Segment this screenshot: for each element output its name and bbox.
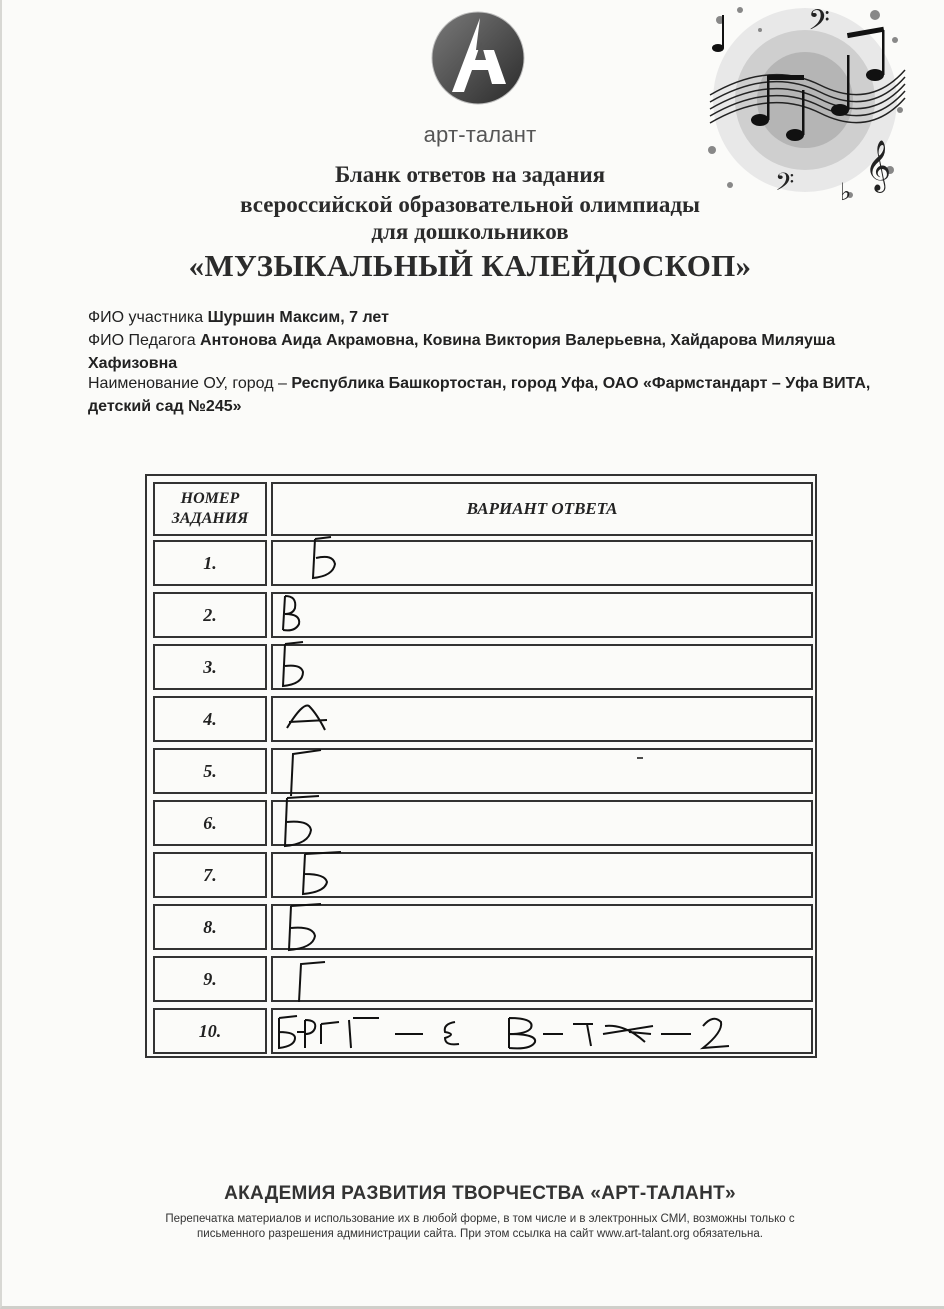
header-answer-variant: ВАРИАНТ ОТВЕТА xyxy=(271,482,813,536)
brand-name: арт-талант xyxy=(423,122,537,147)
organization-value: Республика Башкортостан, город Уфа, ОАО «Фармстандарт – Уфа ВИТА, детский сад №245» xyxy=(88,375,871,415)
answer-cell[interactable] xyxy=(271,696,813,742)
footer-line-1: Перепечатка материалов и использование их в любой форме, в том числе и в электронных СМИ, возможны только с xyxy=(165,1213,795,1225)
svg-text:𝄢: 𝄢 xyxy=(775,168,795,203)
handwritten-answer xyxy=(273,952,393,1012)
handwritten-answer xyxy=(273,692,393,752)
answer-cell[interactable] xyxy=(271,904,813,950)
handwritten-answer xyxy=(273,796,393,856)
handwritten-answer xyxy=(273,900,393,960)
header-task-number: НОМЕР ЗАДАНИЯ xyxy=(153,482,267,536)
heading-line-1: Бланк ответов на задания xyxy=(334,162,606,187)
participant-value: Шуршин Максим, 7 лет xyxy=(207,309,389,326)
answer-table xyxy=(145,474,817,1058)
organization-line xyxy=(88,372,878,418)
olympiad-title: «МУЗЫКАЛЬНЫЙ КАЛЕЙДОСКОП» xyxy=(188,248,752,283)
teacher-label: ФИО Педагога xyxy=(88,332,201,349)
answer-cell[interactable] xyxy=(271,852,813,898)
handwritten-answer xyxy=(273,536,393,596)
answer-cell[interactable] xyxy=(271,644,813,690)
task-number: 6. xyxy=(153,800,267,846)
teacher-value: Антонова Аида Акрамовна, Ковина Виктория Валерьевна, Хайдарова Миляуша Хафизовна xyxy=(88,332,836,372)
organization-label: Наименование ОУ, город – xyxy=(88,375,292,392)
handwritten-answer xyxy=(273,588,393,648)
task-number: 9. xyxy=(153,956,267,1002)
teacher-line xyxy=(88,329,878,375)
answer-cell[interactable] xyxy=(271,956,813,1002)
task-number: 3. xyxy=(153,644,267,690)
handwritten-answer xyxy=(273,640,393,700)
footer-copyright xyxy=(110,1212,850,1242)
participant-line xyxy=(88,306,878,329)
footer-title: АКАДЕМИЯ РАЗВИТИЯ ТВОРЧЕСТВА «АРТ-ТАЛАНТ» xyxy=(224,1183,736,1204)
answer-cell[interactable] xyxy=(271,1008,813,1054)
task-number: 2. xyxy=(153,592,267,638)
task-number: 1. xyxy=(153,540,267,586)
task-number: 7. xyxy=(153,852,267,898)
participant-label: ФИО участника xyxy=(88,309,208,326)
answer-cell[interactable] xyxy=(271,748,813,794)
svg-text:𝄞: 𝄞 xyxy=(865,140,892,191)
handwritten-answer xyxy=(273,1004,813,1064)
handwritten-answer xyxy=(273,744,673,804)
svg-text:♭: ♭ xyxy=(840,178,852,205)
answer-cell[interactable] xyxy=(271,592,813,638)
heading-line-2: всероссийской образовательной олимпиады xyxy=(240,192,700,217)
footer-line-2: письменного разрешения администрации сайта. При этом ссылка на сайт www.art-talant.org обязательна. xyxy=(197,1228,763,1240)
task-number: 4. xyxy=(153,696,267,742)
handwritten-answer xyxy=(273,848,393,908)
art-talant-logo xyxy=(428,8,528,108)
task-number: 10. xyxy=(153,1008,267,1054)
svg-text:𝄢: 𝄢 xyxy=(808,4,830,44)
task-number: 8. xyxy=(153,904,267,950)
heading-line-3: для дошкольников xyxy=(371,219,569,244)
answer-cell[interactable] xyxy=(271,540,813,586)
task-number: 5. xyxy=(153,748,267,794)
answer-cell[interactable] xyxy=(271,800,813,846)
